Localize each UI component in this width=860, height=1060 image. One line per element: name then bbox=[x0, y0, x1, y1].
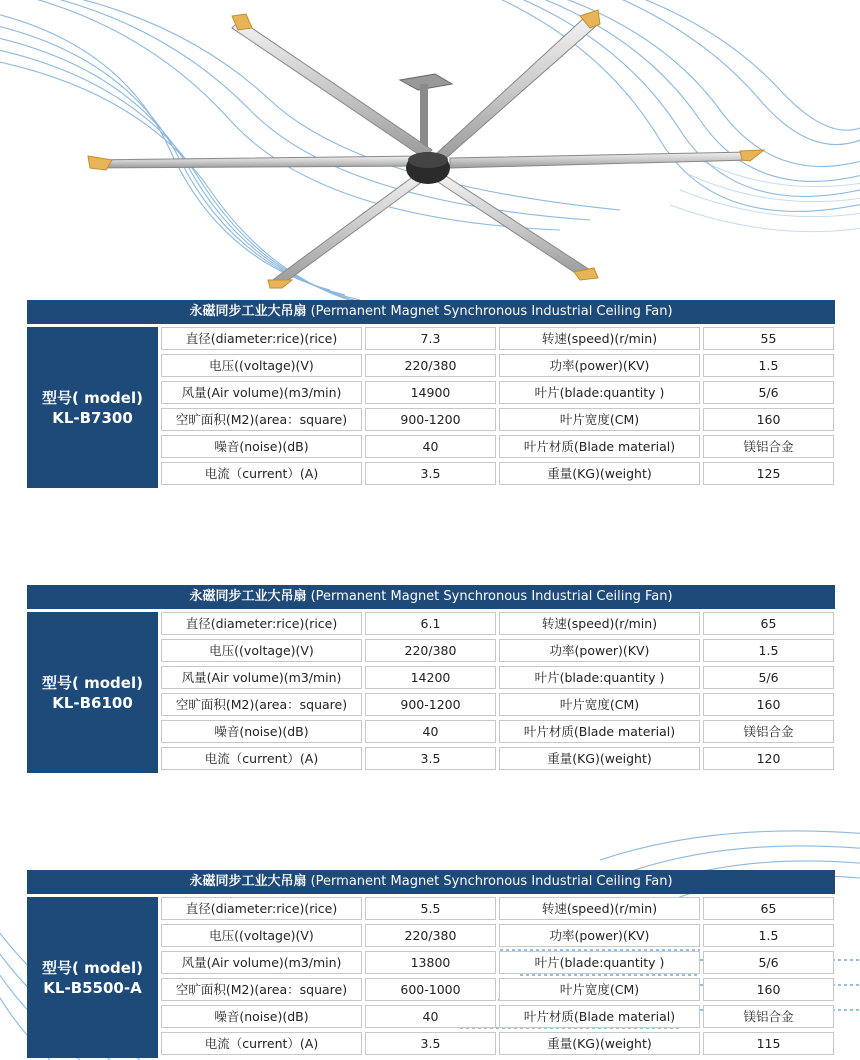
spec-value: 6.1 bbox=[365, 612, 496, 635]
spec-label: 重量(KG)(weight) bbox=[499, 462, 700, 485]
spec-label: 叶片(blade:quantity ) bbox=[499, 666, 700, 689]
spec-value: 5/6 bbox=[703, 666, 834, 689]
spec-label: 风量(Air volume)(m3/min) bbox=[161, 951, 362, 974]
spec-body bbox=[27, 327, 835, 489]
spec-value: 900-1200 bbox=[365, 408, 496, 431]
spec-table-kl-b6100 bbox=[27, 585, 835, 774]
spec-label: 电压((voltage)(V) bbox=[161, 639, 362, 662]
spec-label: 空旷面积(M2)(area：square) bbox=[161, 693, 362, 716]
spec-table-kl-b5500-a bbox=[27, 870, 835, 1059]
spec-label: 功率(power)(KV) bbox=[499, 354, 700, 377]
spec-label: 直径(diameter:rice)(rice) bbox=[161, 612, 362, 635]
spec-label: 转速(speed)(r/min) bbox=[499, 612, 700, 635]
spec-label: 噪音(noise)(dB) bbox=[161, 435, 362, 458]
model-label: 型号( model) bbox=[42, 958, 143, 977]
spec-value: 3.5 bbox=[365, 1032, 496, 1055]
spec-value: 14900 bbox=[365, 381, 496, 404]
spec-title-cn: 永磁同步工业大吊扇 bbox=[189, 589, 307, 604]
spec-title-en: (Permanent Magnet Synchronous Industrial Ceiling Fan) bbox=[310, 874, 673, 889]
model-name: KL-B5500-A bbox=[43, 978, 142, 997]
spec-value: 7.3 bbox=[365, 327, 496, 350]
spec-value: 5/6 bbox=[703, 381, 834, 404]
spec-value: 65 bbox=[703, 612, 834, 635]
spec-value: 220/380 bbox=[365, 639, 496, 662]
spec-header bbox=[27, 300, 835, 324]
spec-value: 镁铝合金 bbox=[703, 1005, 834, 1028]
spec-label: 叶片宽度(CM) bbox=[499, 693, 700, 716]
spec-value: 600-1000 bbox=[365, 978, 496, 1001]
spec-value: 160 bbox=[703, 978, 834, 1001]
spec-header bbox=[27, 870, 835, 894]
spec-label: 电流（current）(A) bbox=[161, 747, 362, 770]
spec-label: 叶片(blade:quantity ) bbox=[499, 381, 700, 404]
spec-value: 1.5 bbox=[703, 354, 834, 377]
spec-value: 3.5 bbox=[365, 747, 496, 770]
spec-label: 叶片宽度(CM) bbox=[499, 978, 700, 1001]
spec-title-cn: 永磁同步工业大吊扇 bbox=[189, 304, 307, 319]
spec-title-en: (Permanent Magnet Synchronous Industrial Ceiling Fan) bbox=[310, 589, 673, 604]
spec-table-kl-b7300 bbox=[27, 300, 835, 489]
spec-value: 900-1200 bbox=[365, 693, 496, 716]
ceiling-fan-image bbox=[60, 0, 800, 295]
spec-label: 直径(diameter:rice)(rice) bbox=[161, 327, 362, 350]
spec-label: 功率(power)(KV) bbox=[499, 639, 700, 662]
spec-label: 电压((voltage)(V) bbox=[161, 354, 362, 377]
spec-label: 直径(diameter:rice)(rice) bbox=[161, 897, 362, 920]
spec-value: 1.5 bbox=[703, 924, 834, 947]
spec-value: 40 bbox=[365, 435, 496, 458]
spec-label: 电压((voltage)(V) bbox=[161, 924, 362, 947]
spec-value: 5.5 bbox=[365, 897, 496, 920]
spec-value: 40 bbox=[365, 720, 496, 743]
spec-body bbox=[27, 612, 835, 774]
model-name: KL-B7300 bbox=[52, 408, 133, 427]
spec-value: 65 bbox=[703, 897, 834, 920]
spec-value: 220/380 bbox=[365, 354, 496, 377]
spec-label: 叶片(blade:quantity ) bbox=[499, 951, 700, 974]
spec-value: 55 bbox=[703, 327, 834, 350]
spec-label: 转速(speed)(r/min) bbox=[499, 327, 700, 350]
spec-value: 镁铝合金 bbox=[703, 720, 834, 743]
spec-body bbox=[27, 897, 835, 1059]
spec-value: 220/380 bbox=[365, 924, 496, 947]
spec-label: 叶片材质(Blade material) bbox=[499, 1005, 700, 1028]
spec-value: 40 bbox=[365, 1005, 496, 1028]
spec-value: 120 bbox=[703, 747, 834, 770]
spec-label: 电流（current）(A) bbox=[161, 462, 362, 485]
spec-value: 3.5 bbox=[365, 462, 496, 485]
model-label: 型号( model) bbox=[42, 673, 143, 692]
spec-label: 空旷面积(M2)(area：square) bbox=[161, 408, 362, 431]
spec-value: 13800 bbox=[365, 951, 496, 974]
spec-value: 160 bbox=[703, 693, 834, 716]
spec-label: 叶片材质(Blade material) bbox=[499, 435, 700, 458]
spec-label: 噪音(noise)(dB) bbox=[161, 1005, 362, 1028]
spec-label: 功率(power)(KV) bbox=[499, 924, 700, 947]
spec-value: 5/6 bbox=[703, 951, 834, 974]
spec-label: 叶片宽度(CM) bbox=[499, 408, 700, 431]
spec-label: 风量(Air volume)(m3/min) bbox=[161, 381, 362, 404]
spec-title-cn: 永磁同步工业大吊扇 bbox=[189, 874, 307, 889]
spec-value: 115 bbox=[703, 1032, 834, 1055]
spec-value: 125 bbox=[703, 462, 834, 485]
model-box bbox=[27, 897, 158, 1058]
model-label: 型号( model) bbox=[42, 388, 143, 407]
spec-value: 镁铝合金 bbox=[703, 435, 834, 458]
spec-label: 重量(KG)(weight) bbox=[499, 1032, 700, 1055]
spec-value: 1.5 bbox=[703, 639, 834, 662]
spec-label: 噪音(noise)(dB) bbox=[161, 720, 362, 743]
spec-label: 空旷面积(M2)(area：square) bbox=[161, 978, 362, 1001]
spec-header bbox=[27, 585, 835, 609]
spec-label: 转速(speed)(r/min) bbox=[499, 897, 700, 920]
spec-label: 电流（current）(A) bbox=[161, 1032, 362, 1055]
spec-label: 叶片材质(Blade material) bbox=[499, 720, 700, 743]
model-box bbox=[27, 327, 158, 488]
model-box bbox=[27, 612, 158, 773]
spec-value: 160 bbox=[703, 408, 834, 431]
spec-label: 风量(Air volume)(m3/min) bbox=[161, 666, 362, 689]
model-name: KL-B6100 bbox=[52, 693, 133, 712]
spec-value: 14200 bbox=[365, 666, 496, 689]
spec-label: 重量(KG)(weight) bbox=[499, 747, 700, 770]
spec-title-en: (Permanent Magnet Synchronous Industrial Ceiling Fan) bbox=[310, 304, 673, 319]
